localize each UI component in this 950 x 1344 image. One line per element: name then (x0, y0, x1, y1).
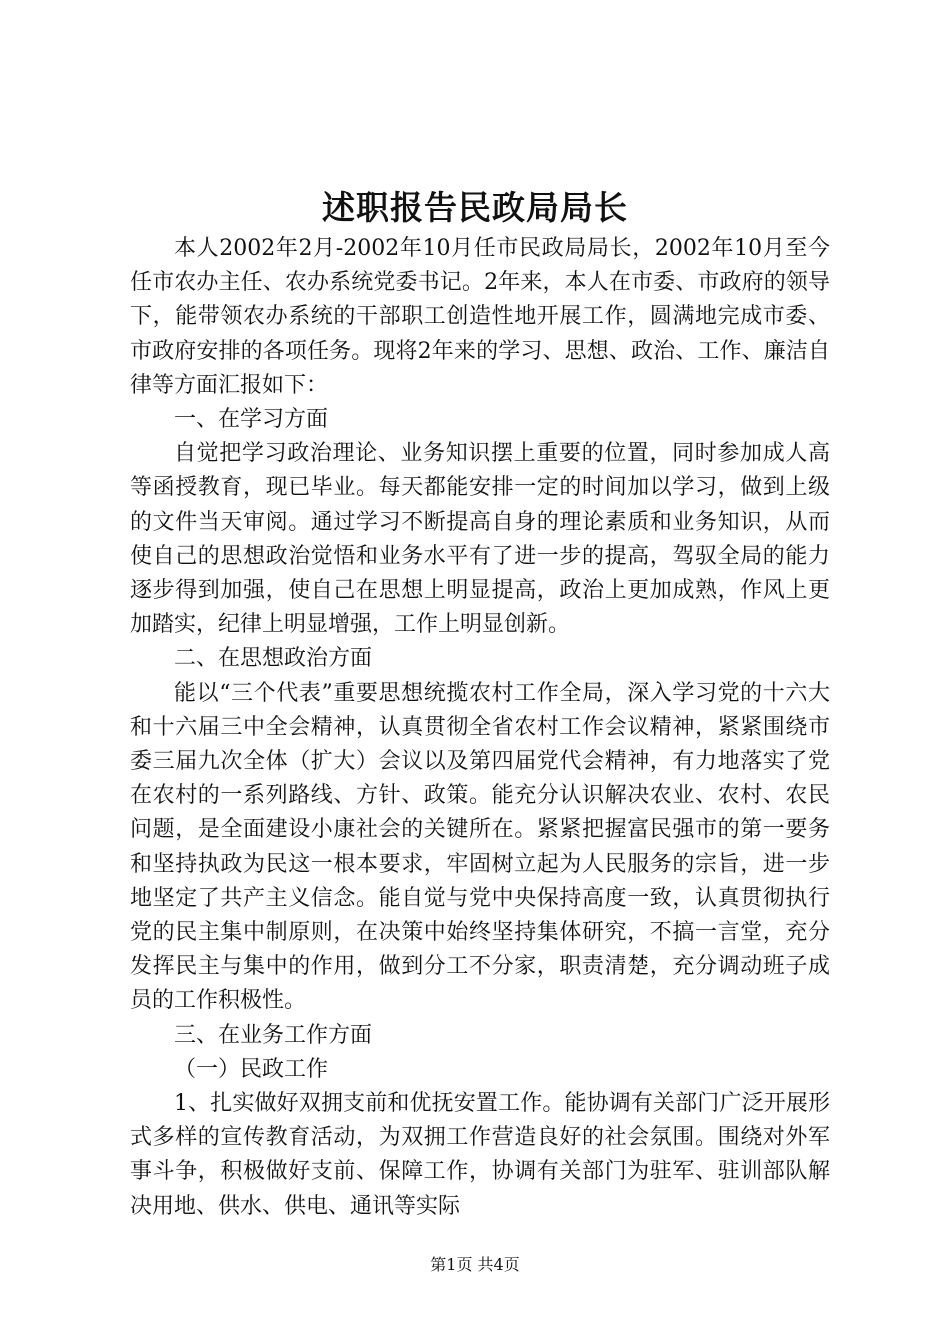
paragraph-civil-affairs-1: 1、扎实做好双拥支前和优抚安置工作。能协调有关部门广泛开展形式多样的宣传教育活动，为双拥工作营造良好的社会氛围。围绕对外军事斗争，积极做好支前、保障工作，协调有关部门为驻军、驻训部队解决用地、供水、供电、通讯等实际 (130, 1091, 830, 1219)
document-title: 述职报告民政局局长 (322, 188, 628, 227)
page-number: 第1页 共4页 (430, 1255, 520, 1274)
paragraph-intro: 本人2002年2月-2002年10月任市民政局局长，2002年10月至今任市农办主任、农办系统党委书记。2年来，本人在市委、市政府的领导下，能带领农办系统的干部职工创造性地开展工作，圆满地完成市委、市政府安排的各项任务。现将2年来的学习、思想、政治、工作、廉洁自律等方面汇报如下： (130, 236, 830, 398)
section-heading-politics: 二、在思想政治方面 (174, 646, 373, 672)
paragraph-study: 自觉把学习政治理论、业务知识摆上重要的位置，同时参加成人高等函授教育，现已毕业。每天都能安排一定的时间加以学习，做到上级的文件当天审阅。通过学习不断提高自身的理论素质和业务知识，从而使自己的思想政治觉悟和业务水平有了进一步的提高，驾驭全局的能力逐步得到加强，使自己在思想上明显提高，政治上更加成熟，作风上更加踏实，纪律上明显增强，工作上明显创新。 (130, 441, 830, 638)
section-heading-work: 三、在业务工作方面 (174, 1022, 373, 1048)
section-heading-study: 一、在学习方面 (174, 407, 329, 433)
paragraph-politics: 能以“三个代表”重要思想统揽农村工作全局，深入学习党的十六大和十六届三中全会精神，认真贯彻全省农村工作会议精神，紧紧围绕市委三届九次全体（扩大）会议以及第四届党代会精神，有力地落实了党在农村的一系列路线、方针、政策。能充分认识解决农业、农村、农民问题，是全面建设小康社会的关键所在。紧紧把握富民强市的第一要务和坚持执政为民这一根本要求，牢固树立起为人民服务的宗旨，进一步地坚定了共产主义信念。能自觉与党中央保持高度一致，认真贯彻执行党的民主集中制原则，在决策中始终坚持集体研究，不搞一言堂，充分发挥民主与集中的作用，做到分工不分家，职责清楚，充分调动班子成员的工作积极性。 (130, 680, 830, 1014)
subsection-heading-civil-affairs: （一）民政工作 (174, 1056, 329, 1082)
document-body (130, 232, 830, 1224)
